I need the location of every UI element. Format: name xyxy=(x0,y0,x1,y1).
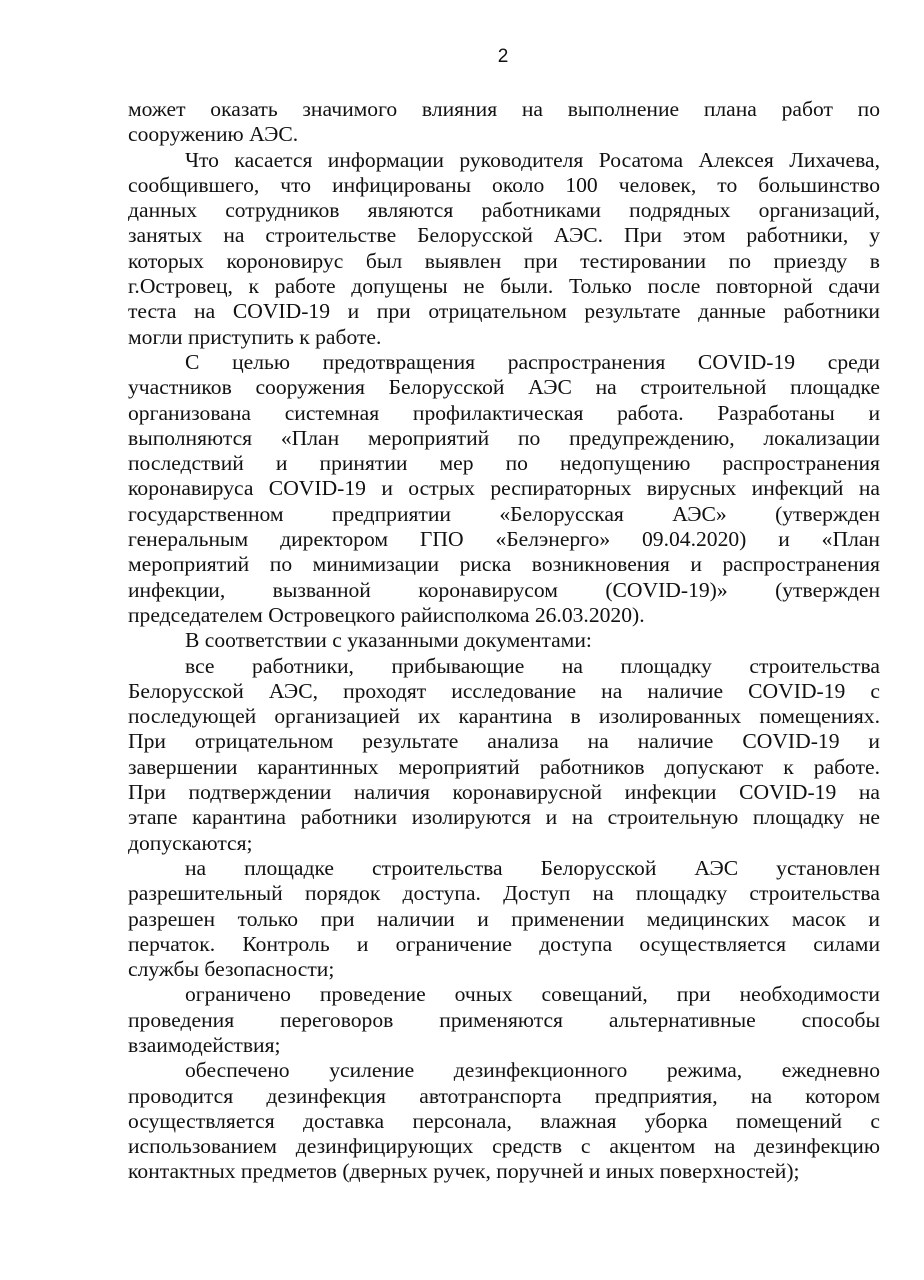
text-line: службы безопасности; xyxy=(128,957,335,982)
text-line: контактных предметов (дверных ручек, поручней и иных поверхностей); xyxy=(128,1159,800,1184)
paragraph xyxy=(128,654,880,856)
text-line: допускаются; xyxy=(128,830,253,855)
text-line: Белорусской АЭС, проходят исследование на наличие COVID-19 с xyxy=(128,678,880,703)
text-line: взаимодействия; xyxy=(128,1032,281,1057)
text-line: на площадке строительства Белорусской АЭС установлен xyxy=(185,855,880,880)
text-line: участников сооружения Белорусской АЭС на строительной площадке xyxy=(128,375,880,400)
text-line: При отрицательном результате анализа на наличие COVID-19 и xyxy=(128,729,880,754)
text-line: проводится дезинфекция автотранспорта предприятия, на котором xyxy=(128,1083,880,1108)
text-line: Что касается информации руководителя Росатома Алексея Лихачева, xyxy=(185,147,880,172)
paragraph xyxy=(128,856,880,982)
page-number: 2 xyxy=(497,46,509,67)
text-line: ограничено проведение очных совещаний, при необходимости xyxy=(185,982,880,1007)
text-line: осуществляется доставка персонала, влажная уборка помещений с xyxy=(128,1108,880,1133)
text-line: выполняются «План мероприятий по предупреждению, локализации xyxy=(128,425,880,450)
text-line: разрешительный порядок доступа. Доступ на площадку строительства xyxy=(128,881,880,906)
text-line: государственном предприятии «Белорусская АЭС» (утвержден xyxy=(128,501,880,526)
text-line: могли приступить к работе. xyxy=(128,324,382,349)
text-line: инфекции, вызванной коронавирусом (COVID-19)» (утвержден xyxy=(128,577,880,602)
text-line: обеспечено усиление дезинфекционного режима, ежедневно xyxy=(185,1058,880,1083)
text-line: разрешен только при наличии и применении медицинских масок и xyxy=(128,906,880,931)
text-line: организована системная профилактическая работа. Разработаны и xyxy=(128,400,880,425)
text-line: теста на COVID-19 и при отрицательном результате данные работники xyxy=(128,299,880,324)
text-line: все работники, прибывающие на площадку строительства xyxy=(185,653,880,678)
text-line: проведения переговоров применяются альтернативные способы xyxy=(128,1007,880,1032)
paragraph xyxy=(128,97,880,148)
text-line: которых короновирус был выявлен при тестировании по приезду в xyxy=(128,248,880,273)
text-line: коронавируса COVID-19 и острых респираторных вирусных инфекций на xyxy=(128,476,880,501)
text-line: мероприятий по минимизации риска возникновения и распространения xyxy=(128,552,880,577)
paragraph xyxy=(128,982,880,1058)
paragraph xyxy=(128,628,880,653)
text-line: сообщившего, что инфицированы около 100 человек, то большинство xyxy=(128,172,880,197)
text-line: этапе карантина работники изолируются и на строительную площадку не xyxy=(128,805,880,830)
text-line: сооружению АЭС. xyxy=(128,122,299,147)
text-line: В соответствии с указанными документами: xyxy=(185,628,592,653)
text-line: может оказать значимого влияния на выполнение плана работ по xyxy=(128,97,880,121)
text-line: председателем Островецкого райисполкома 26.03.2020). xyxy=(128,602,645,627)
text-line: г.Островец, к работе допущены не были. Только после повторной сдачи xyxy=(128,274,880,299)
paragraph xyxy=(128,350,880,628)
text-line: При подтверждении наличия коронавирусной инфекции COVID-19 на xyxy=(128,780,880,805)
text-line: данных сотрудников являются работниками подрядных организаций, xyxy=(128,198,880,223)
text-line: С целью предотвращения распространения COVID-19 среди xyxy=(185,349,880,374)
document-body xyxy=(128,97,880,1185)
text-line: использованием дезинфицирующих средств с акцентом на дезинфекцию xyxy=(128,1134,880,1159)
paragraph xyxy=(128,1058,880,1184)
text-line: перчаток. Контроль и ограничение доступа осуществляется силами xyxy=(128,931,880,956)
text-line: завершении карантинных мероприятий работников допускают к работе. xyxy=(128,754,880,779)
text-line: занятых на строительстве Белорусской АЭС. При этом работники, у xyxy=(128,223,880,248)
paragraph xyxy=(128,148,880,350)
text-line: последствий и принятии мер по недопущению распространения xyxy=(128,451,880,476)
text-line: последующей организацией их карантина в изолированных помещениях. xyxy=(128,704,880,729)
text-line: генеральным директором ГПО «Белэнерго» 09.04.2020) и «План xyxy=(128,527,880,552)
